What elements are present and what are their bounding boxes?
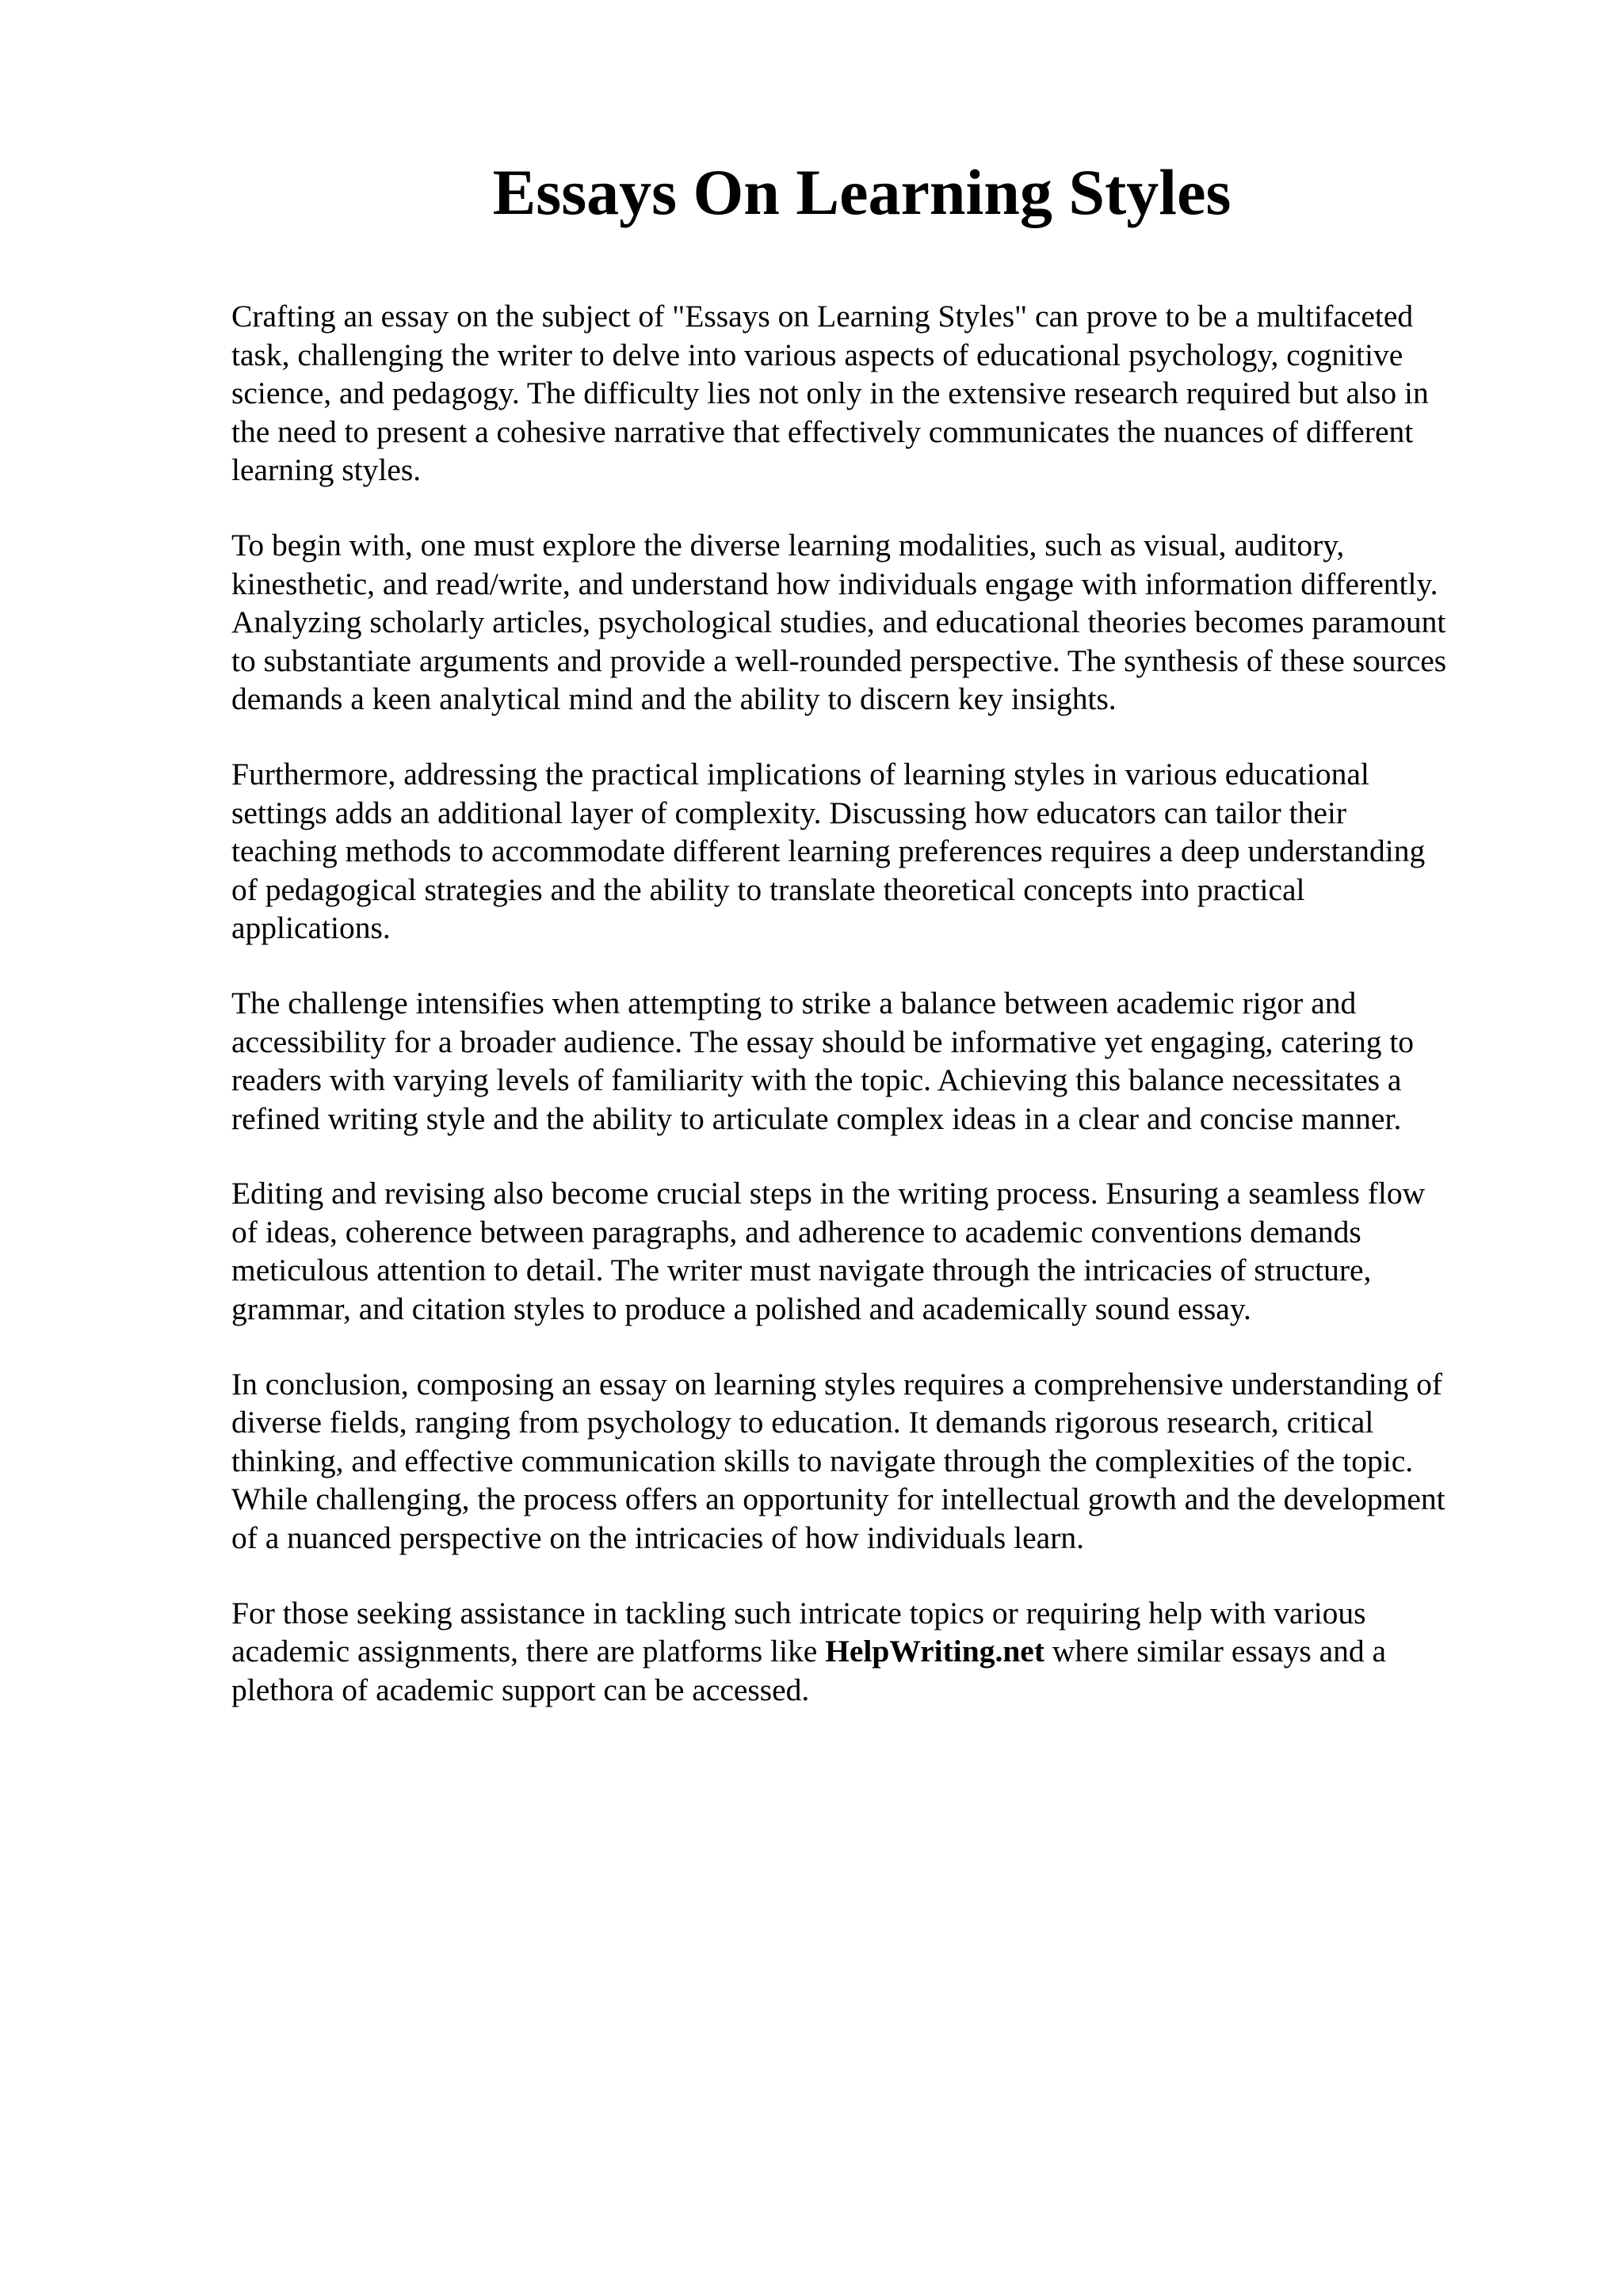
text-line: While challenging, the process offers an opportunity for intellectual growth and the development xyxy=(231,1482,1445,1517)
text-line: of a nuanced perspective on the intricacies of how individuals learn. xyxy=(231,1520,1084,1556)
text-segment: academic assignments, there are platforms like xyxy=(231,1634,826,1669)
paragraph-2 xyxy=(231,526,1531,719)
paragraph-4 xyxy=(231,984,1531,1138)
text-line: grammar, and citation styles to produce a polished and academically sound essay. xyxy=(231,1291,1251,1327)
text-line: science, and pedagogy. The difficulty lies not only in the extensive research required but also in xyxy=(231,376,1429,411)
text-line: teaching methods to accommodate different learning preferences requires a deep understanding xyxy=(231,833,1426,869)
text-line: Analyzing scholarly articles, psychological studies, and educational theories becomes paramount xyxy=(231,605,1446,640)
text-line: refined writing style and the ability to articulate complex ideas in a clear and concise manner. xyxy=(231,1100,1402,1136)
text-line: kinesthetic, and read/write, and understand how individuals engage with information differently. xyxy=(231,566,1438,601)
text-line: Crafting an essay on the subject of "Essays on Learning Styles" can prove to be a multifaceted xyxy=(231,299,1414,334)
text-line: of pedagogical strategies and the ability to translate theoretical concepts into practical xyxy=(231,871,1305,907)
text-segment: where similar essays and a xyxy=(1044,1634,1387,1669)
text-line: Furthermore, addressing the practical implications of learning styles in various educational xyxy=(231,756,1369,791)
text-line: meticulous attention to detail. The writer must navigate through the intricacies of structure, xyxy=(231,1253,1372,1288)
text-line: of ideas, coherence between paragraphs, and adherence to academic conventions demands xyxy=(231,1214,1361,1249)
paragraph-6 xyxy=(231,1365,1531,1558)
page-title: Essays On Learning Styles xyxy=(492,156,1232,228)
text-line: plethora of academic support can be accessed. xyxy=(231,1672,810,1707)
text-line: To begin with, one must explore the diverse learning modalities, such as visual, auditory, xyxy=(231,527,1345,563)
text-line: applications. xyxy=(231,910,391,946)
paragraph-5 xyxy=(231,1174,1531,1328)
text-line: task, challenging the writer to delve into various aspects of educational psychology, cognitive xyxy=(231,337,1403,372)
text-line: accessibility for a broader audience. The essay should be informative yet engaging, catering to xyxy=(231,1024,1415,1059)
text-line-with-brand xyxy=(231,1632,1531,1671)
text-line: settings adds an additional layer of complexity. Discussing how educators can tailor their xyxy=(231,795,1347,830)
text-line: In conclusion, composing an essay on learning styles requires a comprehensive understanding of xyxy=(231,1366,1443,1402)
text-line: readers with varying levels of familiarity with the topic. Achieving this balance necessitates a xyxy=(231,1062,1402,1098)
text-line: Editing and revising also become crucial steps in the writing process. Ensuring a seamless flow xyxy=(231,1176,1426,1211)
closing-paragraph xyxy=(231,1594,1531,1710)
text-line: learning styles. xyxy=(231,452,422,488)
text-line: demands a keen analytical mind and the ability to discern key insights. xyxy=(231,681,1117,717)
text-line: For those seeking assistance in tackling such intricate topics or requiring help with various xyxy=(231,1595,1366,1630)
text-line: diverse fields, ranging from psychology to education. It demands rigorous research, critical xyxy=(231,1405,1374,1440)
paragraph-1 xyxy=(231,297,1531,490)
text-line: to substantiate arguments and provide a well-rounded perspective. The synthesis of these sources xyxy=(231,643,1447,678)
text-line: The challenge intensifies when attempting to strike a balance between academic rigor and xyxy=(231,985,1357,1020)
text-line: the need to present a cohesive narrative that effectively communicates the nuances of different xyxy=(231,414,1414,449)
paragraph-3 xyxy=(231,755,1531,948)
text-line: thinking, and effective communication skills to navigate through the complexities of the topic. xyxy=(231,1443,1414,1478)
helpwriting-brand-text: HelpWriting.net xyxy=(825,1634,1044,1669)
essay-body xyxy=(231,297,1531,1745)
